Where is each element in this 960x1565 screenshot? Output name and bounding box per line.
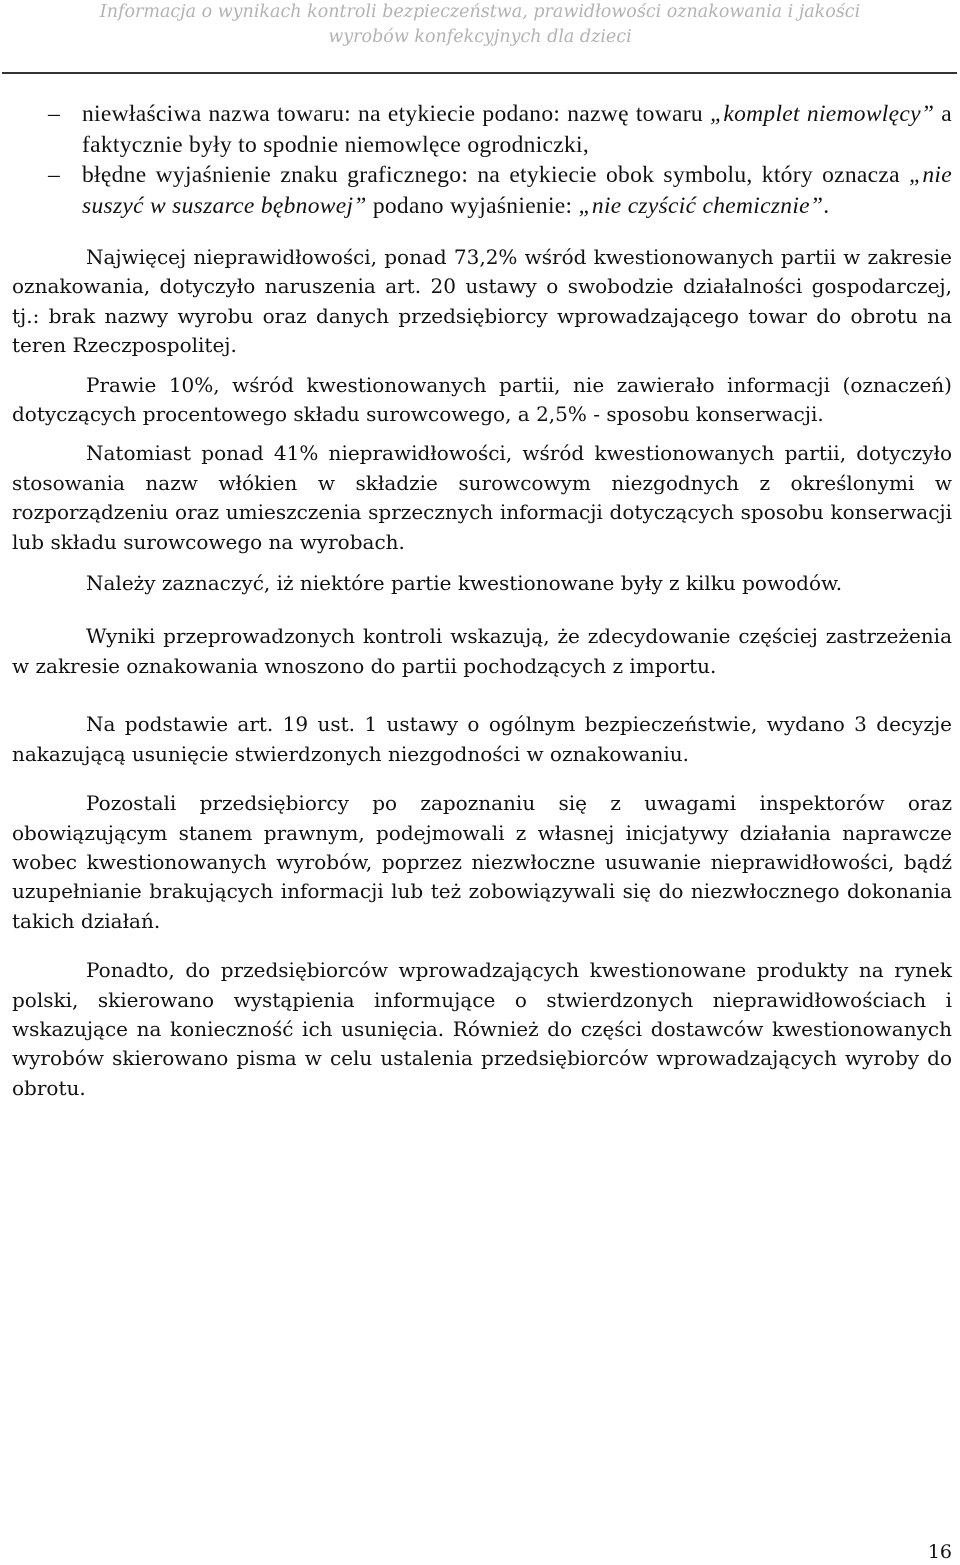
paragraph: Wyniki przeprowadzonych kontroli wskazują, że zdecydowanie częściej zastrzeżenia w zakresie oznakowania wnoszono do partii pochodzących z importu. (12, 624, 952, 678)
header-divider (2, 72, 957, 74)
running-header (0, 0, 960, 50)
dash-marker: – (48, 162, 61, 188)
paragraph: Ponadto, do przedsiębiorców wprowadzających kwestionowane produkty na rynek polski, skierowano wystąpienia informujące o stwierdzonych nieprawidłowościach i wskazujące na konieczność ich usunięcia. Również do części dostawców kwestionowanych wyrobów skierowano pisma w celu ustalenia przedsiębiorców wprowadzających wyroby do obrotu. (12, 958, 952, 1100)
list-item (12, 160, 952, 221)
bullet-list (12, 99, 952, 221)
bullet-text: błędne wyjaśnienie znaku graficznego: na etykiecie obok symbolu, który oznacza (82, 162, 910, 188)
paragraph: Prawie 10%, wśród kwestionowanych partii, nie zawierało informacji (oznaczeń) dotyczących procentowego składu surowcowego, a 2,5% - sposobu konserwacji. (12, 372, 952, 427)
bullet-italic-text: „komplet niemowlęcy” (709, 101, 935, 127)
paragraph: Natomiast ponad 41% nieprawidłowości, wśród kwestionowanych partii, dotyczyło stosowania nazw włókien w składzie surowcowym niezgodnych z określonymi w rozporządzeniu oraz umieszczenia sprzecznych informacji dotyczących sposobu konserwacji lub składu surowcowego na wyrobach. (12, 441, 952, 554)
page-number: 16 (927, 1541, 952, 1563)
bullet-text: podano wyjaśnienie: (366, 192, 579, 219)
bullet-italic-text: „nie suszyć w suszarce bębnowej” (82, 162, 952, 219)
bullet-text: . (823, 192, 830, 219)
dash-marker: – (48, 101, 61, 127)
bullet-italic-text: „nie czyścić chemicznie” (578, 192, 824, 219)
paragraph: Pozostali przedsiębiorcy po zapoznaniu się z uwagami inspektorów oraz obowiązującym stanem prawnym, podejmowali z własnej inicjatywy działania naprawcze wobec kwestionowanych wyrobów, poprzez niezwłoczne usuwanie nieprawidłowości, bądź uzupełnianie brakujących informacji lub też zobowiązywali się do niezwłocznego dokonania takich działań. (12, 791, 952, 933)
header-line-1: Informacja o wynikach kontroli bezpieczeństwa, prawidłowości oznakowania i jakości (99, 2, 861, 22)
paragraph: Najwięcej nieprawidłowości, ponad 73,2% wśród kwestionowanych partii w zakresie oznakowania, dotyczyło naruszenia art. 20 ustawy o swobodzie działalności gospodarczej, tj.: brak nazwy wyrobu oraz danych przedsiębiorcy wprowadzającego towar do obrotu na teren Rzeczpospolitej. (12, 245, 952, 358)
header-line-2: wyrobów konfekcyjnych dla dzieci (328, 27, 632, 47)
paragraph: Na podstawie art. 19 ust. 1 ustawy o ogólnym bezpieczeństwie, wydano 3 decyzje nakazującą usunięcie stwierdzonych niezgodności w oznakowaniu. (12, 712, 952, 766)
bullet-text: niewłaściwa nazwa towaru: na etykiecie podano: nazwę towaru (82, 101, 710, 127)
paragraph: Należy zaznaczyć, iż niektóre partie kwestionowane były z kilku powodów. (86, 571, 843, 596)
bullet-text: a faktycznie były to spodnie niemowlęce ogrodniczki, (82, 101, 952, 158)
list-item (12, 99, 952, 160)
page-body (12, 99, 952, 1103)
